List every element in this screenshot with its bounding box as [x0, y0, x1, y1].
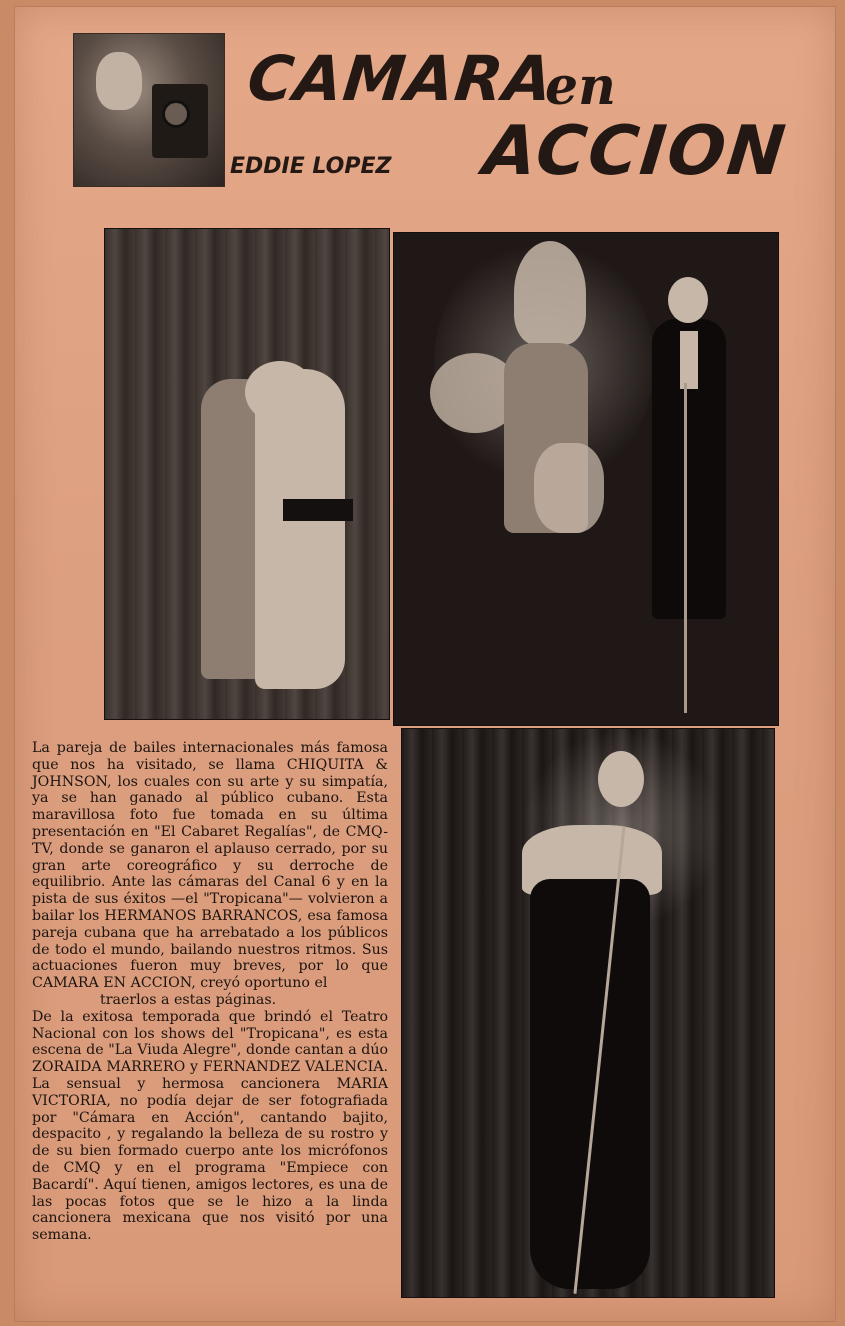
singer-at-microphone-photo — [401, 728, 775, 1298]
feather-headdress — [514, 241, 586, 345]
dancer-heads — [245, 361, 315, 423]
title-en: en — [545, 56, 616, 117]
article-body — [32, 740, 388, 1244]
dancing-couple-photo — [104, 228, 390, 720]
shirt-front — [680, 331, 698, 389]
article-paragraph-singers: De la exitosa temporada que brindó el Teatro Nacional con los shows del "Tropicana", es esta escena de "La Viuda Alegre", donde cantan a dúo ZORAIDA MARRERO y FERNANDEZ VALENCIA. La sensual y hermosa cancionera MARIA VICTORIA, no podía dejar de ser fotografiada por "Cámara en Acción", cantando bajito, despacito , y regalando la belleza de su rostro y de su bien formado cuerpo ante los micrófonos de CMQ y en el programa "Empiece con Bacardí". Aquí tienen, amigos lectores, es una de las pocas fotos que se le hizo a la linda cancionera mexicana que nos visitó por una semana. — [32, 1008, 388, 1244]
microphone-stand — [684, 383, 687, 713]
article-paragraph-tail: traerlos a estas páginas. — [100, 991, 277, 1008]
costume-belt — [283, 499, 353, 521]
title-camara: CAMARA — [244, 42, 557, 115]
camera-lens — [162, 100, 190, 128]
man-with-camera-portrait — [73, 33, 225, 187]
singer-face — [668, 277, 708, 323]
title-accion: ACCION — [479, 112, 791, 191]
sequin-gown — [530, 879, 650, 1289]
article-paragraph-dancers: La pareja de bailes internacionales más famosa que nos ha visitado, se llama CHIQUITA & JOHNSON, los cuales con su arte y su simpatía, ya se han ganado al público cubano. Esta maravillosa foto fue tomada en su última presentación en "El Cabaret Regalías", de CMQ-TV, donde se ganaron el aplauso cerrado, por su gran arte coreográfico y su derroche de equilibrio. Ante las cámaras del Canal 6 y en la pista de sus éxitos —el "Tropicana"— volvieron a bailar los HERMANOS BARRANCOS, esa famosa pareja cubana que ha arrebatado a los públicos de todo el mundo, bailando nuestros ritmos. Sus actuaciones fueron muy breves, por lo que CAMARA EN ACCION, creyó oportuno el — [32, 740, 388, 992]
singer-face — [598, 751, 644, 807]
costume-skirt — [534, 443, 604, 533]
showgirl-and-singer-photo — [393, 232, 779, 726]
author-byline: EDDIE LOPEZ — [230, 154, 392, 179]
photographer-head — [96, 52, 142, 110]
